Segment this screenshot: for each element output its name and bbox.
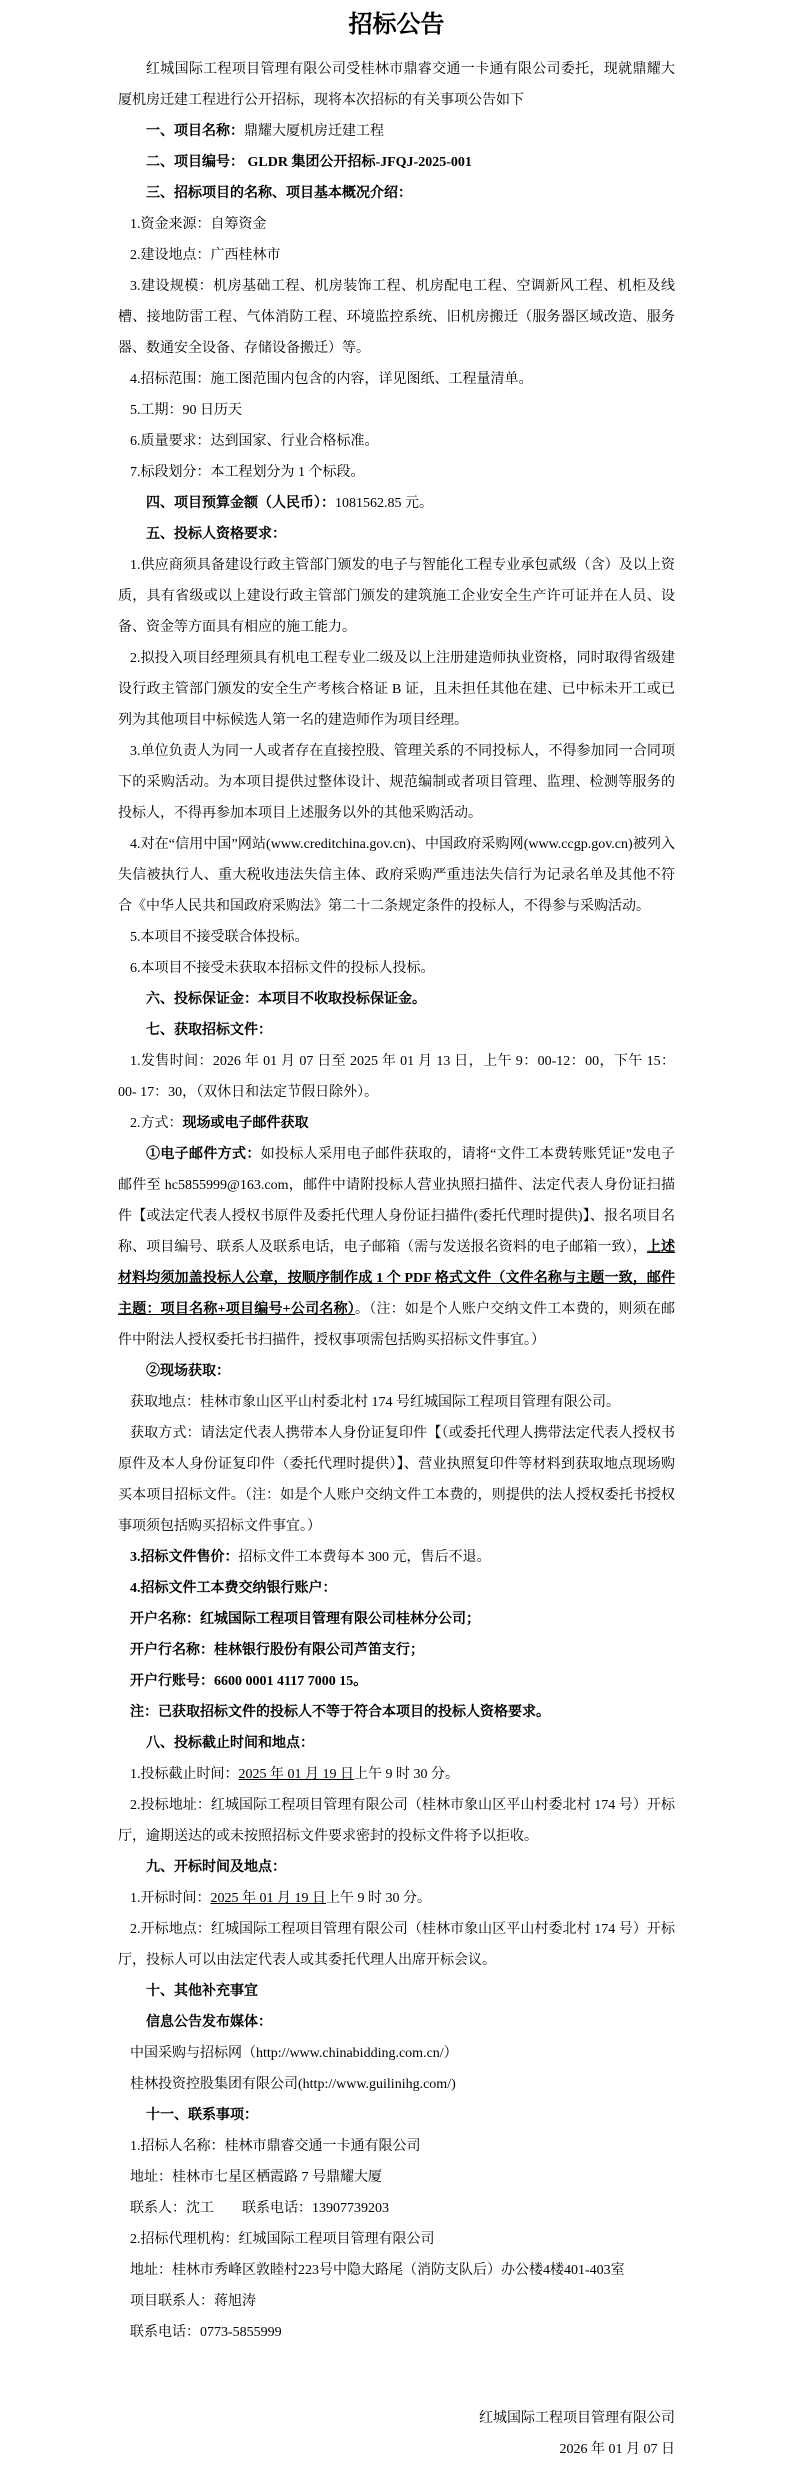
paragraph bbox=[118, 1356, 675, 1387]
paragraph bbox=[118, 147, 675, 178]
text-run: 1.发售时间：2026 年 01 月 07 日至 2025 年 01 月 13 日，上午 9：00-12：00，下午 15：00- 17：30，（双休日和法定节假日除外）。 bbox=[118, 1054, 675, 1100]
text-run: 1.开标时间： bbox=[130, 1891, 211, 1906]
paragraph bbox=[118, 54, 675, 116]
paragraph bbox=[118, 1883, 675, 1914]
paragraph bbox=[118, 550, 675, 643]
text-run: 2.招标代理机构：红城国际工程项目管理有限公司 bbox=[130, 2232, 435, 2247]
text-run: 3.招标文件售价： bbox=[130, 1550, 239, 1565]
paragraph bbox=[118, 643, 675, 736]
text-run: 四、项目预算金额（人民币）： bbox=[146, 496, 335, 511]
paragraph bbox=[118, 2131, 675, 2162]
document-body bbox=[118, 54, 675, 2348]
text-run: 1.资金来源：自筹资金 bbox=[130, 217, 267, 232]
text-run: 2.投标地址：红城国际工程项目管理有限公司（桂林市象山区平山村委北村 174 号）开标厅，逾期送达的或未按照招标文件要求密封的投标文件将予以拒收。 bbox=[118, 1798, 675, 1844]
text-run: 桂林投资控股集团有限公司(http://www.guilinihg.com/) bbox=[130, 2077, 456, 2092]
paragraph bbox=[118, 1852, 675, 1883]
text-run: 1.招标人名称：桂林市鼎睿交通一卡通有限公司 bbox=[130, 2139, 421, 2154]
text-run: 地址：桂林市七星区栖霞路 7 号鼎耀大厦 bbox=[130, 2170, 382, 2185]
text-run: 如投标人采用电子邮件获取的，请将“文件工本费转账凭证”发电子邮件至 hc5855999@163.com，邮件中请附投标人营业执照扫描件、法定代表人身份证扫描件【或法定代表人授权书原件及委托代理人身份证扫描件(委托代理时提供)】、报名项目名称、项目编号、联系人及联系电话，电子邮箱（需与发送报名资料的电子邮箱一致）， bbox=[118, 1147, 675, 1255]
paragraph bbox=[118, 2069, 675, 2100]
paragraph bbox=[118, 240, 675, 271]
text-run: 2.开标地点：红城国际工程项目管理有限公司（桂林市象山区平山村委北村 174 号）开标厅，投标人可以由法定代表人或其委托代理人出席开标会议。 bbox=[118, 1922, 675, 1968]
text-run: 2025 年 01 月 19 日 bbox=[210, 1891, 326, 1906]
paragraph bbox=[118, 922, 675, 953]
paragraph bbox=[118, 736, 675, 829]
paragraph bbox=[118, 426, 675, 457]
text-run: 4.招标文件工本费交纳银行账户： bbox=[130, 1581, 337, 1596]
text-run: 九、开标时间及地点： bbox=[146, 1860, 286, 1875]
text-run: ②现场获取： bbox=[146, 1364, 230, 1379]
paragraph bbox=[118, 519, 675, 550]
page-title: 招标公告 bbox=[348, 12, 445, 38]
footer-date: 2026 年 01 月 07 日 bbox=[559, 2442, 675, 2457]
text-run: 5.工期：90 日历天 bbox=[130, 403, 242, 418]
paragraph bbox=[118, 488, 675, 519]
footer-company: 红城国际工程项目管理有限公司 bbox=[479, 2411, 675, 2426]
paragraph bbox=[118, 1387, 675, 1418]
paragraph bbox=[118, 2100, 675, 2131]
paragraph bbox=[118, 364, 675, 395]
text-run: 上午 9 时 30 分。 bbox=[326, 1891, 431, 1906]
text-run: 项目联系人：蒋旭涛 bbox=[130, 2294, 256, 2309]
paragraph bbox=[118, 1914, 675, 1976]
paragraph bbox=[118, 1976, 675, 2007]
text-run: 联系电话：0773-5855999 bbox=[130, 2325, 282, 2340]
text-run: 4.对在“信用中国”网站(www.creditchina.gov.cn)、中国政府采购网(www.ccgp.gov.cn)被列入失信被执行人、重大税收违法失信主体、政府采购严重违法失信行为记录名单及其他不符合《中华人民共和国政府采购法》第二十二条规定条件的投标人，不得参与采购活动。 bbox=[118, 837, 675, 914]
paragraph bbox=[118, 1015, 675, 1046]
paragraph bbox=[118, 1108, 675, 1139]
paragraph bbox=[118, 1573, 675, 1604]
text-run: 开户行账号：6600 0001 4117 7000 15。 bbox=[130, 1674, 368, 1689]
paragraph bbox=[118, 395, 675, 426]
text-run: 3.建设规模：机房基础工程、机房装饰工程、机房配电工程、空调新风工程、机柜及线槽、接地防雷工程、气体消防工程、环境监控系统、旧机房搬迁（服务器区域改造、服务器、数通安全设备、存储设备搬迁）等。 bbox=[118, 279, 675, 356]
paragraph bbox=[118, 2317, 675, 2348]
text-run: ①电子邮件方式： bbox=[146, 1147, 261, 1162]
paragraph bbox=[118, 984, 675, 1015]
text-run: 6.质量要求：达到国家、行业合格标准。 bbox=[130, 434, 379, 449]
text-run: 获取地点：桂林市象山区平山村委北村 174 号红城国际工程项目管理有限公司。 bbox=[130, 1395, 620, 1410]
paragraph bbox=[118, 1046, 675, 1108]
text-run: 二、项目编号： GLDR 集团公开招标-JFQJ-2025-001 bbox=[146, 155, 472, 170]
paragraph bbox=[118, 2286, 675, 2317]
paragraph bbox=[118, 178, 675, 209]
text-run: 2.拟投入项目经理须具有机电工程专业二级及以上注册建造师执业资格，同时取得省级建设行政主管部门颁发的安全生产考核合格证 B 证，且未担任其他在建、已中标未开工或已列为其他项目中标候选人第一名的建造师作为项目经理。 bbox=[118, 651, 675, 728]
text-run: 六、投标保证金：本项目不收取投标保证金。 bbox=[146, 992, 426, 1007]
text-run: 1.投标截止时间： bbox=[130, 1767, 239, 1782]
text-run: 信息公告发布媒体： bbox=[146, 2015, 272, 2030]
paragraph bbox=[118, 953, 675, 984]
paragraph bbox=[118, 2007, 675, 2038]
text-run: 2.建设地点：广西桂林市 bbox=[130, 248, 281, 263]
text-run: 地址：桂林市秀峰区敦睦村223号中隐大路尾（消防支队后）办公楼4楼401-403室 bbox=[130, 2263, 625, 2278]
document-footer bbox=[118, 2403, 675, 2465]
text-run: 开户行名称：桂林银行股份有限公司芦笛支行； bbox=[130, 1643, 424, 1658]
paragraph bbox=[118, 1542, 675, 1573]
paragraph bbox=[118, 1666, 675, 1697]
text-run: 7.标段划分：本工程划分为 1 个标段。 bbox=[130, 465, 365, 480]
text-run: 注：已获取招标文件的投标人不等于符合本项目的投标人资格要求。 bbox=[130, 1705, 550, 1720]
paragraph bbox=[118, 209, 675, 240]
text-run: 一、项目名称： bbox=[146, 124, 244, 139]
text-run: 。（注：如是个人账户交纳文件工本费的，则须在邮件中附法人授权委托书扫描件，授权事项需包括购买招标文件事宜。） bbox=[118, 1302, 675, 1348]
paragraph bbox=[118, 1759, 675, 1790]
text-run: 获取方式：请法定代表人携带本人身份证复印件【（或委托代理人携带法定代表人授权书原件及本人身份证复印件（委托代理时提供）】、营业执照复印件等材料到获取地点现场购买本项目招标文件。（注：如是个人账户交纳文件工本费的，则提供的法人授权委托书授权事项须包括购买招标文件事宜。） bbox=[118, 1426, 675, 1534]
text-run: 1.供应商须具备建设行政主管部门颁发的电子与智能化工程专业承包贰级（含）及以上资质，具有省级或以上建设行政主管部门颁发的建筑施工企业安全生产许可证并在人员、设备、资金等方面具有相应的施工能力。 bbox=[118, 558, 675, 635]
text-run: 八、投标截止时间和地点： bbox=[146, 1736, 314, 1751]
paragraph bbox=[118, 457, 675, 488]
text-run: 招标文件工本费每本 300 元，售后不退。 bbox=[238, 1550, 491, 1565]
paragraph bbox=[118, 1418, 675, 1542]
text-run: 七、获取招标文件： bbox=[146, 1023, 272, 1038]
paragraph bbox=[118, 1728, 675, 1759]
text-run: 十、其他补充事宜 bbox=[146, 1984, 258, 1999]
text-run: 红城国际工程项目管理有限公司受桂林市鼎睿交通一卡通有限公司委托，现就鼎耀大厦机房迁建工程进行公开招标，现将本次招标的有关事项公告如下 bbox=[118, 62, 675, 108]
paragraph bbox=[118, 2162, 675, 2193]
paragraph bbox=[118, 1790, 675, 1852]
paragraph bbox=[118, 1604, 675, 1635]
text-run: 2.方式： bbox=[130, 1116, 183, 1131]
text-run: 三、招标项目的名称、项目基本概况介绍： bbox=[146, 186, 412, 201]
text-run: 十一、联系事项： bbox=[146, 2108, 258, 2123]
text-run: 2025 年 01 月 19 日 bbox=[238, 1767, 354, 1782]
paragraph bbox=[118, 2224, 675, 2255]
paragraph bbox=[118, 1697, 675, 1728]
paragraph bbox=[118, 271, 675, 364]
paragraph bbox=[118, 2193, 675, 2224]
text-run: 6.本项目不接受未获取本招标文件的投标人投标。 bbox=[130, 961, 435, 976]
paragraph bbox=[118, 1635, 675, 1666]
text-run: 现场或电子邮件获取 bbox=[182, 1116, 309, 1131]
text-run: 1081562.85 元。 bbox=[335, 496, 433, 511]
text-run: 5.本项目不接受联合体投标。 bbox=[130, 930, 309, 945]
text-run: 中国采购与招标网（http://www.chinabidding.com.cn/） bbox=[130, 2046, 458, 2061]
paragraph bbox=[118, 116, 675, 147]
paragraph bbox=[118, 2255, 675, 2286]
text-run: 五、投标人资格要求： bbox=[146, 527, 286, 542]
text-run: 鼎耀大厦机房迁建工程 bbox=[244, 124, 384, 139]
paragraph bbox=[118, 829, 675, 922]
text-run: 3.单位负责人为同一人或者存在直接控股、管理关系的不同投标人，不得参加同一合同项下的采购活动。为本项目提供过整体设计、规范编制或者项目管理、监理、检测等服务的投标人，不得再参加本项目上述服务以外的其他采购活动。 bbox=[118, 744, 675, 821]
text-run: 4.招标范围：施工图范围内包含的内容，详见图纸、工程量清单。 bbox=[130, 372, 533, 387]
text-run: 联系人：沈工 联系电话：13907739203 bbox=[130, 2201, 389, 2216]
paragraph bbox=[118, 1139, 675, 1356]
text-run: 开户名称：红城国际工程项目管理有限公司桂林分公司； bbox=[130, 1612, 480, 1627]
text-run: 上述材料均须加盖投标人公章，按顺序制作成 1 个 PDF 格式文件（文件名称与主题一致，邮件主题：项目名称+项目编号+公司名称） bbox=[118, 1240, 676, 1317]
paragraph bbox=[118, 2038, 675, 2069]
text-run: 上午 9 时 30 分。 bbox=[354, 1767, 459, 1782]
